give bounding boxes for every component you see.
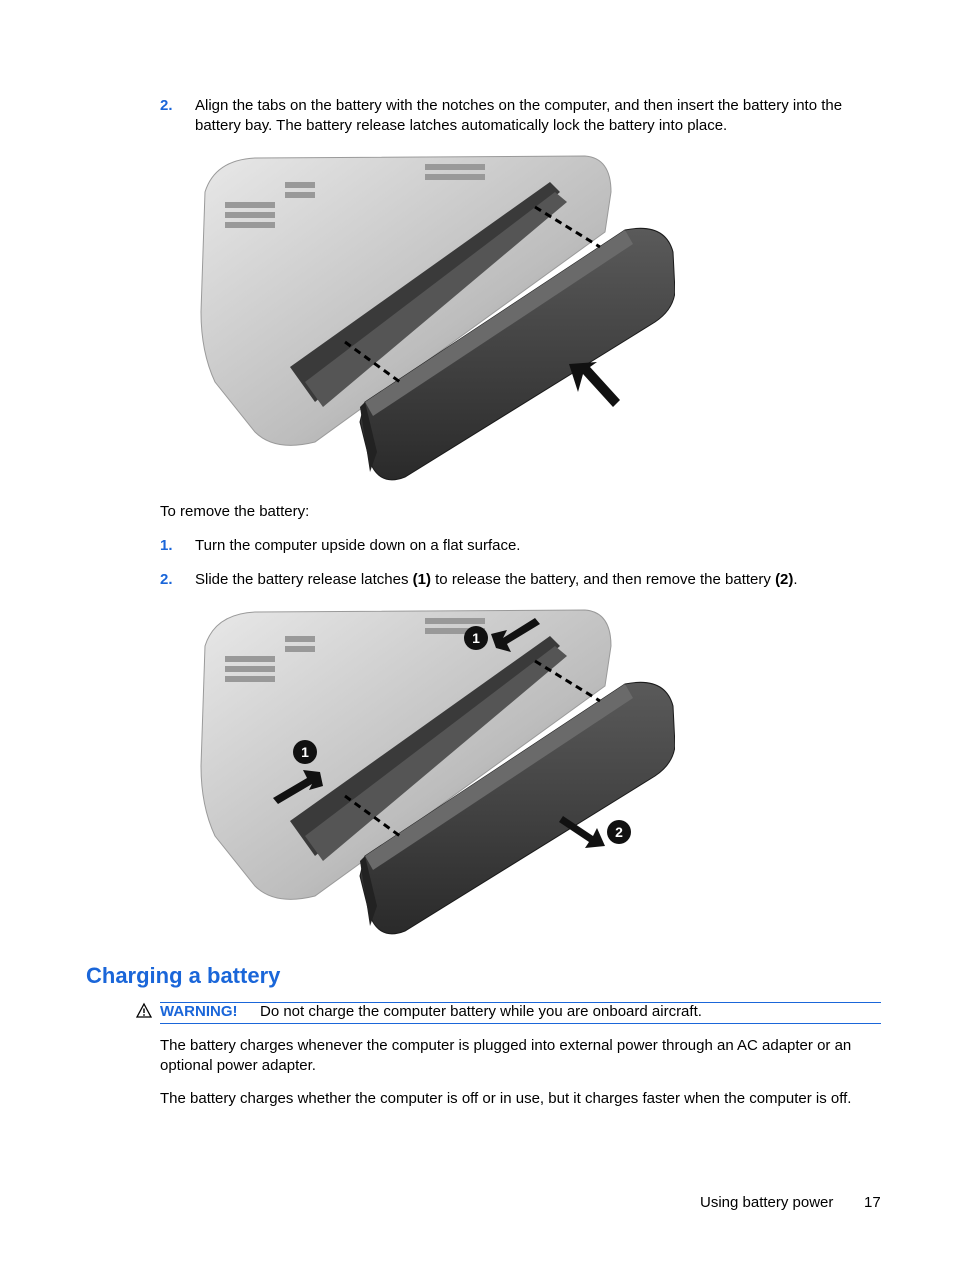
step-number: 2. xyxy=(160,97,173,114)
warning-icon xyxy=(135,1002,153,1020)
svg-text:1: 1 xyxy=(301,744,309,760)
step-number: 2. xyxy=(160,571,173,588)
callout-1-top xyxy=(464,626,488,650)
step-text: Align the tabs on the battery with the notches on the computer, and then insert the battery into the battery bay. The battery release latches automatically lock the battery into place. xyxy=(195,97,843,134)
callout-1-left xyxy=(293,740,317,764)
step-number: 1. xyxy=(160,537,173,554)
step-text: Turn the computer upside down on a flat surface. xyxy=(195,537,521,554)
battery-insert-figure xyxy=(195,152,675,484)
svg-text:1: 1 xyxy=(472,630,480,646)
warning-text: Do not charge the computer battery while you are onboard aircraft. xyxy=(260,1003,702,1020)
section-title: Charging a battery xyxy=(86,963,281,988)
warning-label: WARNING! xyxy=(160,1003,238,1020)
svg-text:2: 2 xyxy=(615,824,623,840)
paragraph: The battery charges whenever the computer is plugged into external power through an AC adapter or an optional power adapter. xyxy=(160,1037,852,1074)
page-number: 17 xyxy=(864,1194,881,1211)
callout-2 xyxy=(607,820,631,844)
step-text: Slide the battery release latches (1) to release the battery, and then remove the battery (2). xyxy=(195,571,798,588)
remove-intro: To remove the battery: xyxy=(160,503,310,520)
footer-title: Using battery power xyxy=(700,1194,834,1211)
paragraph: The battery charges whether the computer is off or in use, but it charges faster when the computer is off. xyxy=(160,1090,852,1107)
battery-remove-figure xyxy=(195,606,675,940)
